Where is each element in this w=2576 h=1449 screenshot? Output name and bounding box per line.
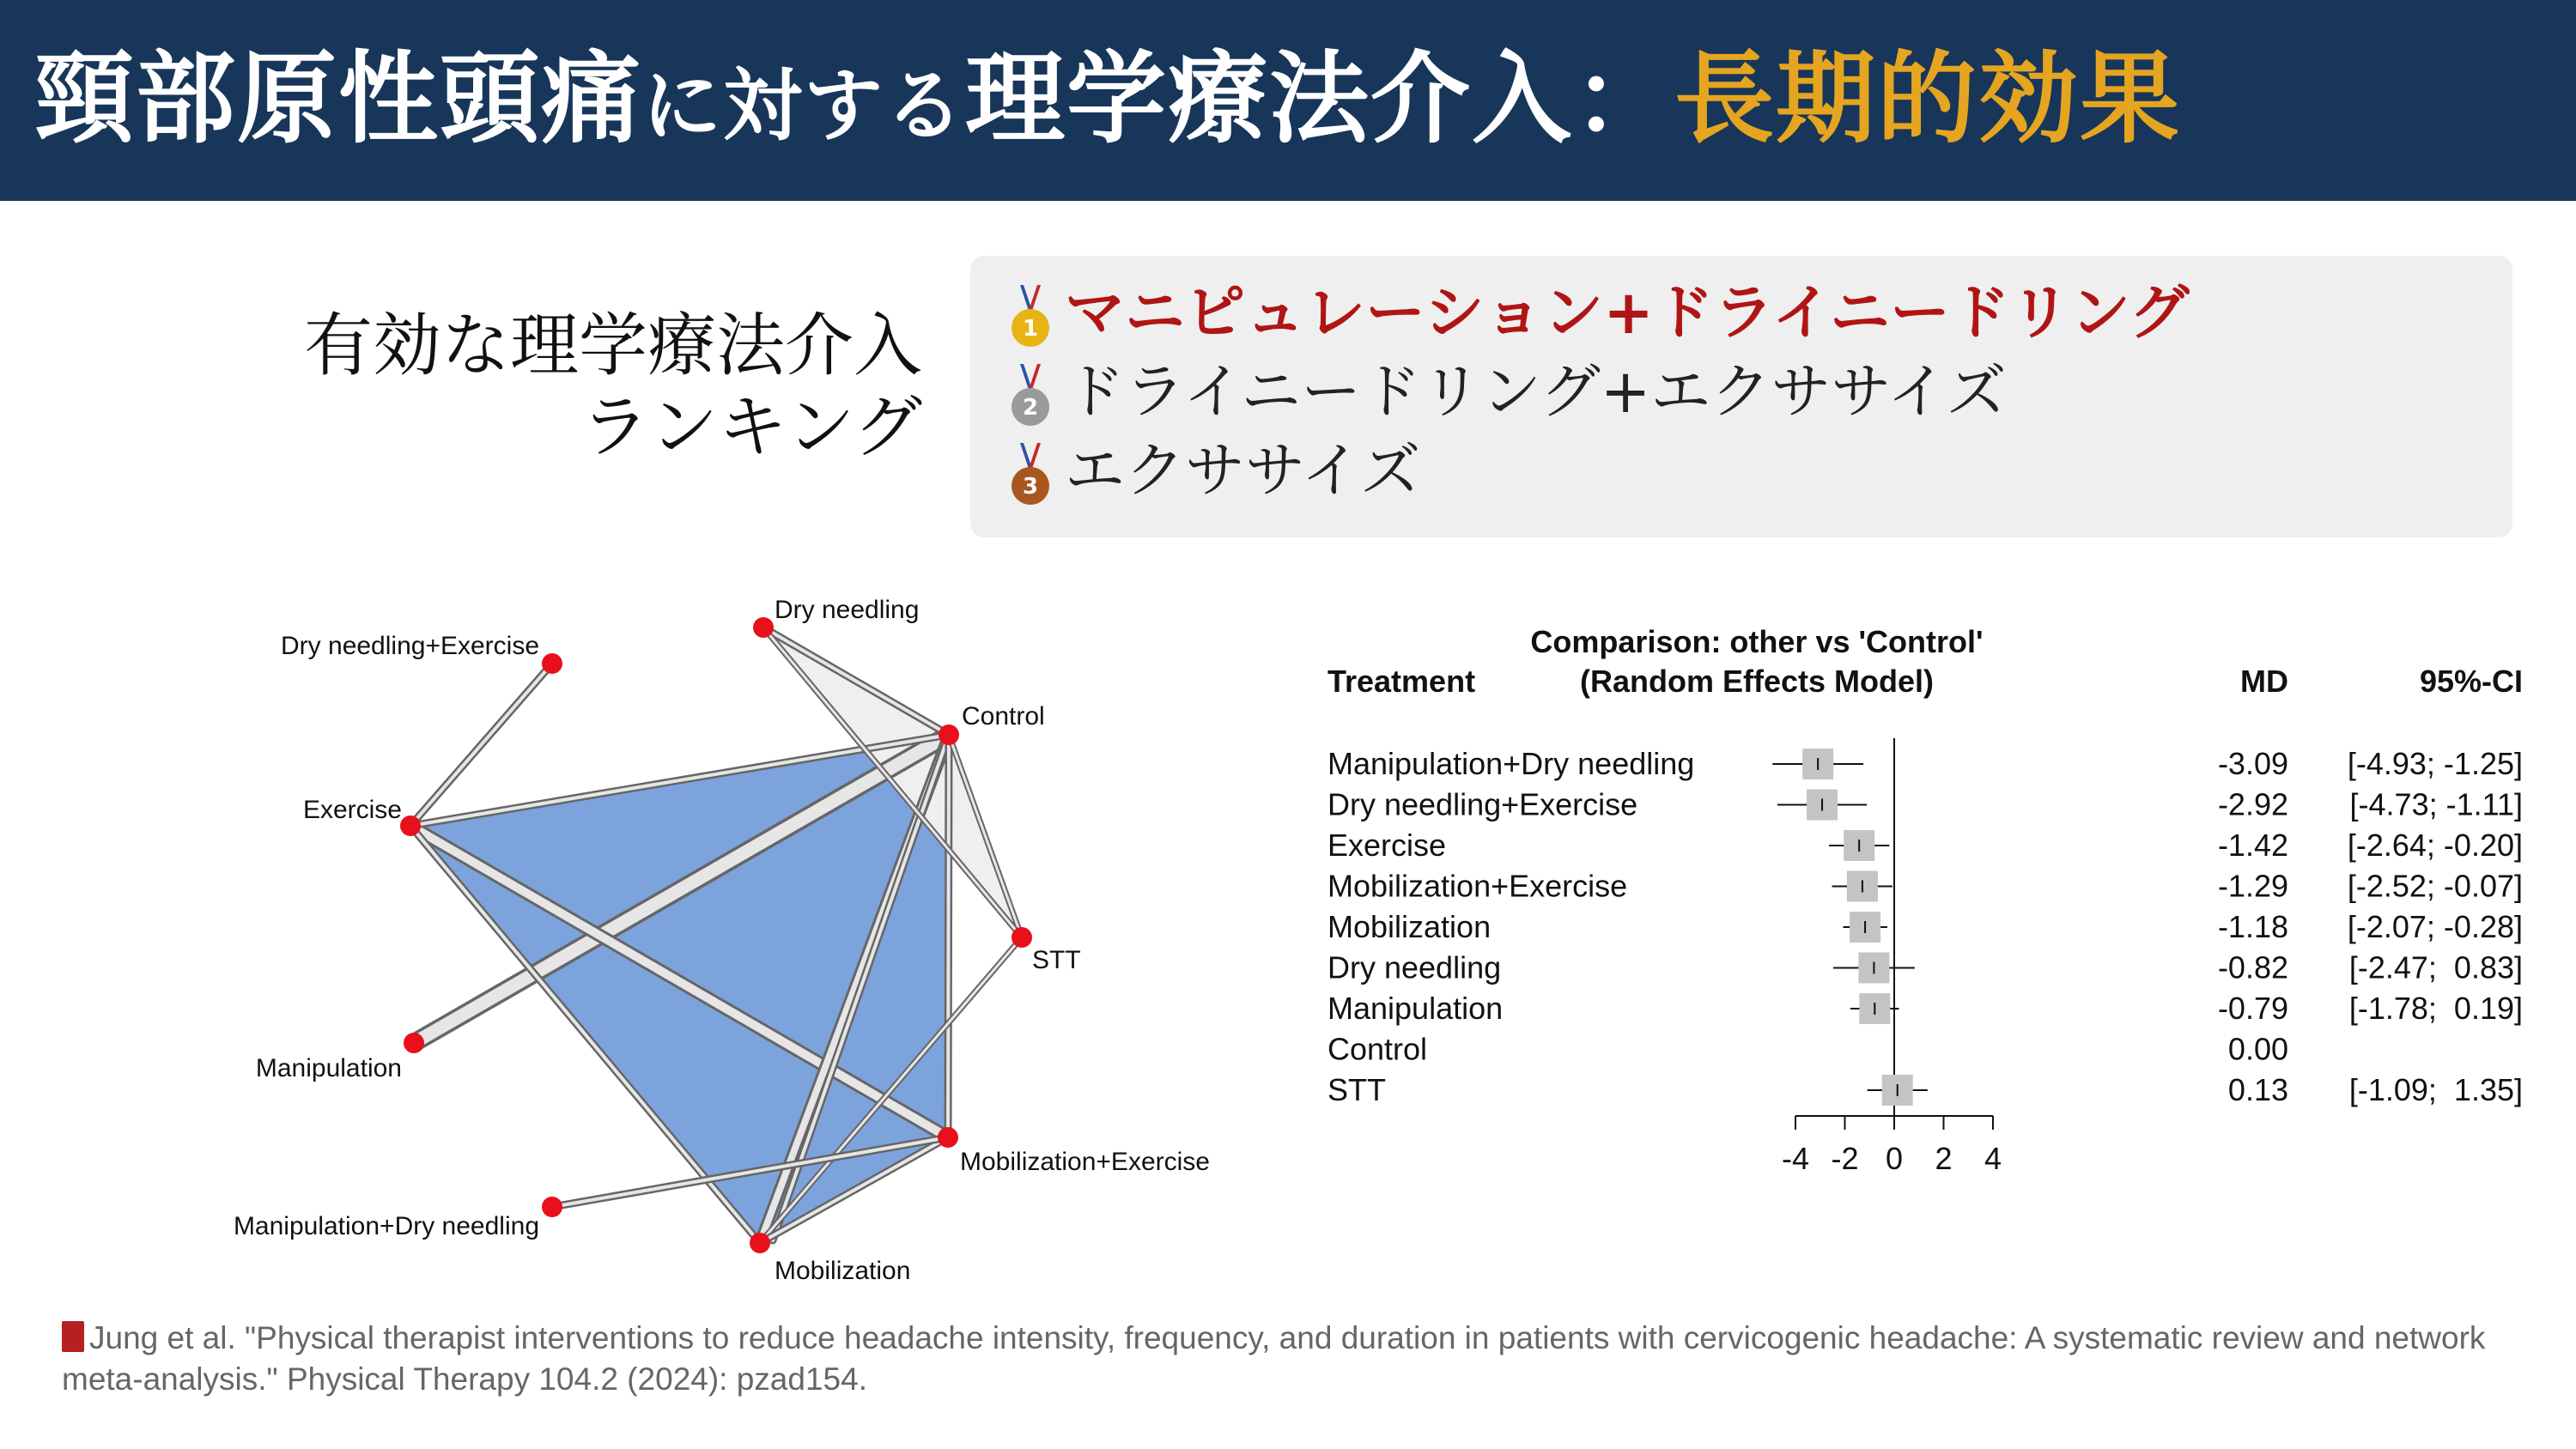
- node-mobilization-exercise: [938, 1127, 958, 1148]
- forest-row-md: -3.09: [2217, 746, 2288, 781]
- ranking-item-3-text: エクササイズ: [1065, 435, 1421, 506]
- edge-control-mobex: [948, 735, 949, 1137]
- node-dry-needling-exercise: [542, 653, 562, 674]
- edge-drynd-ex-exercise: [410, 664, 552, 826]
- node-dry-needling: [753, 617, 774, 638]
- network-diagram: [206, 575, 1271, 1305]
- title-part-2: に対する: [642, 60, 966, 152]
- svg-text:2: 2: [1022, 395, 1039, 421]
- forest-axis-tick-label: -4: [1781, 1141, 1810, 1176]
- forest-row-md: -1.18: [2217, 909, 2288, 944]
- forest-header-comparison-1: Comparison: other vs 'Control': [1530, 624, 1984, 659]
- node-exercise: [400, 815, 421, 836]
- ranking-label-line-1: 有効な理学療法介入: [304, 306, 922, 385]
- forest-row-ci: [-1.09; 1.35]: [2348, 1072, 2523, 1107]
- forest-row-treatment: Mobilization+Exercise: [1327, 868, 1628, 904]
- forest-row-md: 0.13: [2227, 1072, 2288, 1107]
- node-stt: [1012, 927, 1032, 948]
- forest-row-ci: [-4.73; -1.11]: [2349, 786, 2523, 822]
- ranking-label-line-2: ランキング: [580, 387, 922, 467]
- node-label-exercise: Exercise: [302, 796, 402, 824]
- node-manipulation-dry-needling: [542, 1197, 562, 1217]
- node-label-manipulation: Manipulation: [255, 1054, 402, 1082]
- forest-row-treatment: Manipulation: [1327, 991, 1504, 1026]
- forest-row-treatment: Mobilization: [1327, 909, 1492, 944]
- node-label-dry-needling: Dry needling: [775, 596, 920, 624]
- ranking-item-2-text: ドライニードリング+エクササイズ: [1065, 356, 2007, 427]
- ranking-box: [970, 256, 2512, 537]
- ranking-item-2: [1022, 354, 2007, 429]
- node-label-stt: STT: [1032, 946, 1081, 974]
- forest-row-md: 0.00: [2227, 1031, 2288, 1067]
- forest-row-md: -1.29: [2217, 868, 2288, 904]
- gold-medal-icon: [1005, 283, 1056, 352]
- forest-plot: [1314, 618, 2550, 1202]
- book-icon: [62, 1321, 84, 1352]
- svg-text:1: 1: [1022, 316, 1039, 342]
- citation-text: Jung et al. "Physical therapist interventions to reduce headache intensity, frequency, and duration in patients with cervicogenic headache: A systematic review and network meta-analysis." Physical Therapy 104.2 (2024): pzad154.: [62, 1320, 2486, 1397]
- forest-row-treatment: Dry needling+Exercise: [1327, 786, 1638, 822]
- forest-row-treatment: Dry needling: [1327, 949, 1502, 985]
- forest-row-ci: [-2.47; 0.83]: [2348, 949, 2523, 985]
- ranking-item-1-text: マニピュレーション+ドライニードリング: [1065, 277, 2190, 348]
- node-label-mobilization-exercise: Mobilization+Exercise: [960, 1148, 1210, 1176]
- svg-text:3: 3: [1022, 474, 1039, 500]
- silver-medal-icon: [1005, 362, 1056, 431]
- forest-row-md: -0.79: [2217, 991, 2288, 1026]
- forest-row-ci: [-2.07; -0.28]: [2347, 909, 2523, 944]
- forest-row-md: -1.42: [2217, 828, 2288, 863]
- node-manipulation: [404, 1033, 424, 1053]
- title-accent: 長期的効果: [1674, 41, 2182, 157]
- forest-axis-tick-label: 0: [1885, 1141, 1904, 1176]
- bronze-medal-icon: [1005, 441, 1056, 510]
- node-label-manipulation-dry-needling: Manipulation+Dry needling: [233, 1212, 539, 1240]
- forest-header-comparison-2: (Random Effects Model): [1579, 664, 1935, 699]
- citation: [62, 1318, 2535, 1400]
- forest-row-treatment: Exercise: [1327, 828, 1447, 863]
- forest-row-treatment: Control: [1327, 1031, 1428, 1067]
- node-mobilization: [750, 1233, 770, 1253]
- forest-row-ci: [-2.64; -0.20]: [2347, 828, 2523, 863]
- title-part-1: 頸部原性頭痛: [34, 41, 642, 157]
- ranking-label: [304, 305, 922, 468]
- forest-row-treatment: STT: [1327, 1072, 1386, 1107]
- ranking-item-3: [1022, 433, 1421, 508]
- forest-header-md: MD: [2240, 664, 2288, 699]
- title-bar: [0, 0, 2576, 201]
- forest-row-ci: [-4.93; -1.25]: [2347, 746, 2523, 781]
- node-label-control: Control: [962, 702, 1045, 731]
- forest-row-ci: [-2.52; -0.07]: [2347, 868, 2523, 904]
- node-label-dry-needling-exercise: Dry needling+Exercise: [281, 632, 539, 660]
- ranking-item-1: [1022, 275, 2190, 350]
- forest-axis-tick-label: 4: [1984, 1141, 2002, 1176]
- forest-header-treatment: Treatment: [1327, 664, 1476, 699]
- node-label-mobilization: Mobilization: [775, 1257, 911, 1285]
- forest-header-ci: 95%-CI: [2419, 664, 2523, 699]
- forest-row-md: -2.92: [2217, 786, 2288, 822]
- forest-row-treatment: Manipulation+Dry needling: [1327, 746, 1695, 781]
- node-control: [939, 724, 959, 745]
- title-part-3: 理学療法介入：: [965, 41, 1675, 157]
- forest-axis-tick-label: 2: [1935, 1141, 1953, 1176]
- slide-title: [34, 39, 2181, 167]
- forest-row-ci: [-1.78; 0.19]: [2348, 991, 2523, 1026]
- forest-axis-tick-label: -2: [1831, 1141, 1859, 1176]
- forest-row-md: -0.82: [2217, 949, 2288, 985]
